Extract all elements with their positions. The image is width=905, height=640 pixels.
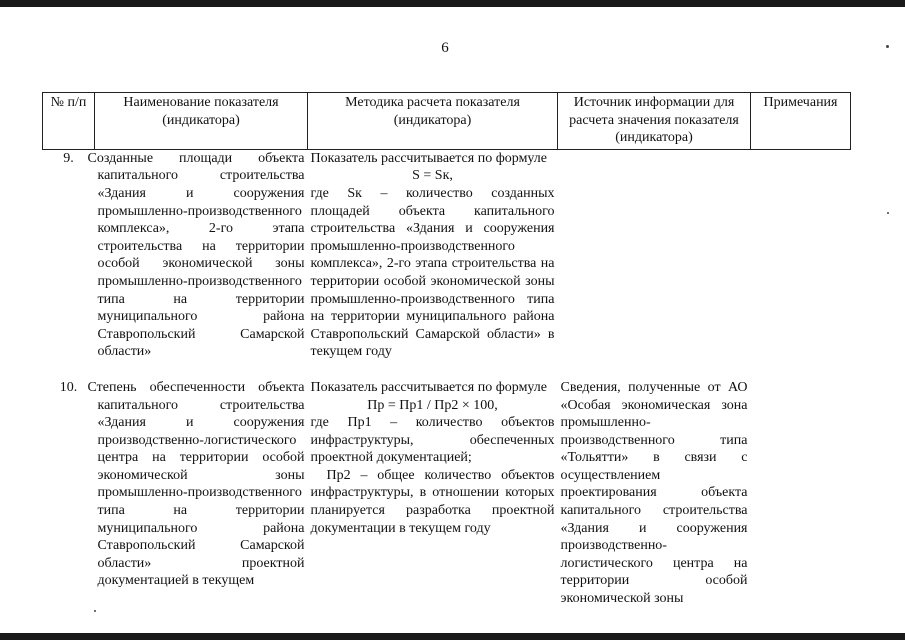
row-number: 10. bbox=[59, 379, 78, 395]
header-number: № п/п bbox=[43, 93, 95, 150]
method-intro: Показатель рассчитывается по формуле bbox=[310, 379, 548, 395]
row-number: 9. bbox=[63, 150, 74, 166]
formula: S = Sк, bbox=[412, 168, 453, 184]
table-header-row bbox=[43, 93, 851, 150]
header-indicator-name: Наименование показателя (индикатора) bbox=[95, 93, 308, 150]
header-information-source: Источник информации для расчета значения показателя (индикатора) bbox=[558, 93, 751, 150]
header-calculation-method: Методика расчета показателя (индикатора) bbox=[308, 93, 558, 150]
notes bbox=[751, 379, 851, 608]
information-source bbox=[558, 149, 751, 361]
row-spacer bbox=[43, 361, 851, 379]
formula: Пр = Пр1 / Пр2 × 100, bbox=[367, 397, 498, 413]
method-description: где Пр1 – количество объектов инфраструктуры, обеспеченных проектной документацией; bbox=[310, 415, 555, 466]
table-row bbox=[43, 379, 851, 608]
table-row bbox=[43, 149, 851, 361]
calculation-method bbox=[308, 149, 558, 361]
page-number: 6 bbox=[441, 40, 449, 56]
method-description: где Sк – количество созданных площадей объекта капитального строительства «Здания и сооружения промышленно-производственного комплекса», 2-го этапа строительства на территории особой экономической зоны промышленно-производственного типа на территории муниципального района Ставропольский Самарской области» в текущем году bbox=[310, 185, 555, 360]
calculation-method bbox=[308, 379, 558, 608]
notes bbox=[751, 149, 851, 361]
method-intro: Показатель рассчитывается по формуле bbox=[310, 150, 548, 166]
scan-bottom-border bbox=[0, 633, 905, 640]
scan-top-border bbox=[0, 0, 905, 7]
indicator-name: Созданные площади объекта капитального строительства «Здания и сооружения промышленно-производственного комплекса», 2-го этапа строительства на территории особой экономической зоны промышленно-производственного типа на территории муниципального района Ставропольский Самарской области» bbox=[87, 150, 305, 360]
scan-speck bbox=[887, 212, 889, 214]
indicator-name: Степень обеспеченности объекта капитального строительства «Здания и сооружения производственно-логистического центра на территории особой экономической зоны промышленно-производственного типа на территории муниципального района Ставропольский Самарской области» проектной документацией в текущем bbox=[87, 379, 305, 589]
scan-speck bbox=[94, 610, 96, 612]
method-description-continued: Пр2 – общее количество объектов инфраструктуры, в отношении которых планируется разработка проектной документации в текущем году bbox=[310, 467, 555, 536]
indicator-table bbox=[42, 92, 851, 608]
information-source: Сведения, полученные от АО «Особая экономическая зона промышленно-производственного типа «Тольятти» в связи с осуществлением проектирования объекта капитального строительства «Здания и сооружения производственно-логистического центра на территории особой экономической зоны bbox=[560, 379, 748, 607]
header-notes: Примечания bbox=[751, 93, 851, 150]
